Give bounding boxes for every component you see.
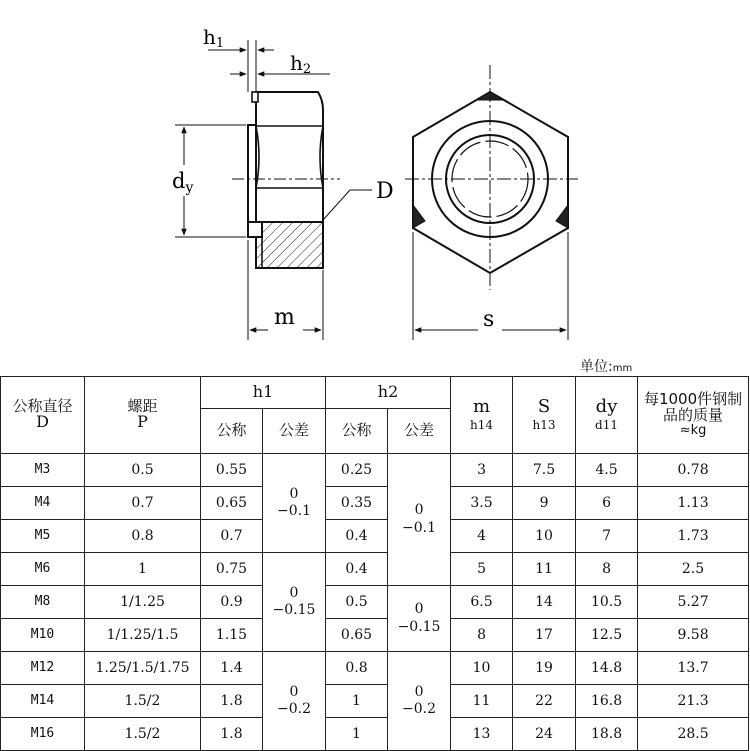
cell-h1: 1.4 [201,652,263,685]
cell-h2-tolerance: 0 −0.1 [388,454,451,586]
cell-p: 0.7 [85,487,201,520]
cell-m: 3.5 [451,487,513,520]
cell-mass: 28.5 [638,718,749,751]
label-D: D [376,179,394,204]
cell-mass: 2.5 [638,553,749,586]
cell-s: 17 [513,619,576,652]
cell-p: 1/1.25/1.5 [85,619,201,652]
cell-mass: 9.58 [638,619,749,652]
header-row-1 [1,377,749,409]
header-h1-tolerance: 公差 [263,409,326,454]
table-row [1,454,749,487]
header-nominal-diameter: 公称直径 D [1,377,85,454]
cell-h1-tolerance: 0 −0.15 [263,553,326,652]
cell-s: 11 [513,553,576,586]
cell-dy: 4.5 [576,454,638,487]
cell-h2: 0.65 [326,619,388,652]
header-h2: h2 [326,377,451,409]
cell-p: 1 [85,553,201,586]
cell-h2-tolerance: 0 −0.15 [388,586,451,652]
cell-m: 6.5 [451,586,513,619]
cell-dy: 18.8 [576,718,638,751]
cell-s: 22 [513,685,576,718]
unit-label: 单位:mm [580,359,633,375]
cell-s: 7.5 [513,454,576,487]
cell-dy: 8 [576,553,638,586]
header-pitch: 螺距 P [85,377,201,454]
cell-m: 5 [451,553,513,586]
cell-d: M10 [1,619,85,652]
cell-h1: 1.8 [201,718,263,751]
label-h2: h2 [290,51,312,77]
cell-s: 24 [513,718,576,751]
cell-h2: 0.8 [326,652,388,685]
cell-h2-tolerance: 0 −0.2 [388,652,451,751]
cell-h1: 0.7 [201,520,263,553]
cell-mass: 1.13 [638,487,749,520]
cell-h1: 0.65 [201,487,263,520]
cell-dy: 12.5 [576,619,638,652]
h-dimensions [208,40,330,92]
label-s: s [483,307,495,332]
cell-m: 4 [451,520,513,553]
table-row [1,652,749,685]
header-h1: h1 [201,377,326,409]
cell-h2: 0.25 [326,454,388,487]
cell-p: 1/1.25 [85,586,201,619]
cell-h1: 0.75 [201,553,263,586]
cell-p: 0.5 [85,454,201,487]
table-row [1,487,749,520]
cell-h2: 1 [326,718,388,751]
cell-dy: 10.5 [576,586,638,619]
table-row [1,718,749,751]
cell-h1: 1.15 [201,619,263,652]
cell-h2: 1 [326,685,388,718]
cell-p: 1.25/1.5/1.75 [85,652,201,685]
cell-h1: 0.9 [201,586,263,619]
cell-p: 0.8 [85,520,201,553]
table-row [1,553,749,586]
d-leader [323,190,372,220]
cell-p: 1.5/2 [85,685,201,718]
cell-s: 14 [513,586,576,619]
cell-h1: 0.55 [201,454,263,487]
cell-h2: 0.5 [326,586,388,619]
header-mass: 每1000件钢制 品的质量 ≈kg [638,377,749,454]
cell-s: 9 [513,487,576,520]
header-h2-nominal: 公称 [326,409,388,454]
cell-dy: 14.8 [576,652,638,685]
nut-spec-table [0,376,749,751]
cell-m: 13 [451,718,513,751]
header-dy: dy d11 [576,377,638,454]
header-h2-tolerance: 公差 [388,409,451,454]
cell-h1: 1.8 [201,685,263,718]
cell-s: 19 [513,652,576,685]
cell-mass: 5.27 [638,586,749,619]
cell-dy: 6 [576,487,638,520]
side-view [248,92,323,268]
cell-m: 8 [451,619,513,652]
cell-mass: 0.78 [638,454,749,487]
table-row [1,619,749,652]
table-row [1,520,749,553]
cell-h2: 0.4 [326,520,388,553]
cell-mass: 21.3 [638,685,749,718]
label-m: m [274,305,295,330]
cell-dy: 16.8 [576,685,638,718]
cell-d: M8 [1,586,85,619]
table-row [1,685,749,718]
cell-d: M14 [1,685,85,718]
cell-mass: 1.73 [638,520,749,553]
label-dy: dy [172,169,194,196]
header-s: S h13 [513,377,576,454]
cell-d: M5 [1,520,85,553]
cell-m: 10 [451,652,513,685]
table-row [1,586,749,619]
cell-m: 11 [451,685,513,718]
cell-h2: 0.4 [326,553,388,586]
cell-p: 1.5/2 [85,718,201,751]
cell-d: M12 [1,652,85,685]
cell-m: 3 [451,454,513,487]
cell-mass: 13.7 [638,652,749,685]
cell-d: M6 [1,553,85,586]
cell-d: M3 [1,454,85,487]
nut-technical-drawing [0,0,750,360]
cell-dy: 7 [576,520,638,553]
cell-h2: 0.35 [326,487,388,520]
header-h1-nominal: 公称 [201,409,263,454]
cell-d: M16 [1,718,85,751]
label-h1: h1 [203,25,225,51]
cell-d: M4 [1,487,85,520]
header-m: m h14 [451,377,513,454]
cell-h1-tolerance: 0 −0.1 [263,454,326,553]
cell-s: 10 [513,520,576,553]
cell-h1-tolerance: 0 −0.2 [263,652,326,751]
